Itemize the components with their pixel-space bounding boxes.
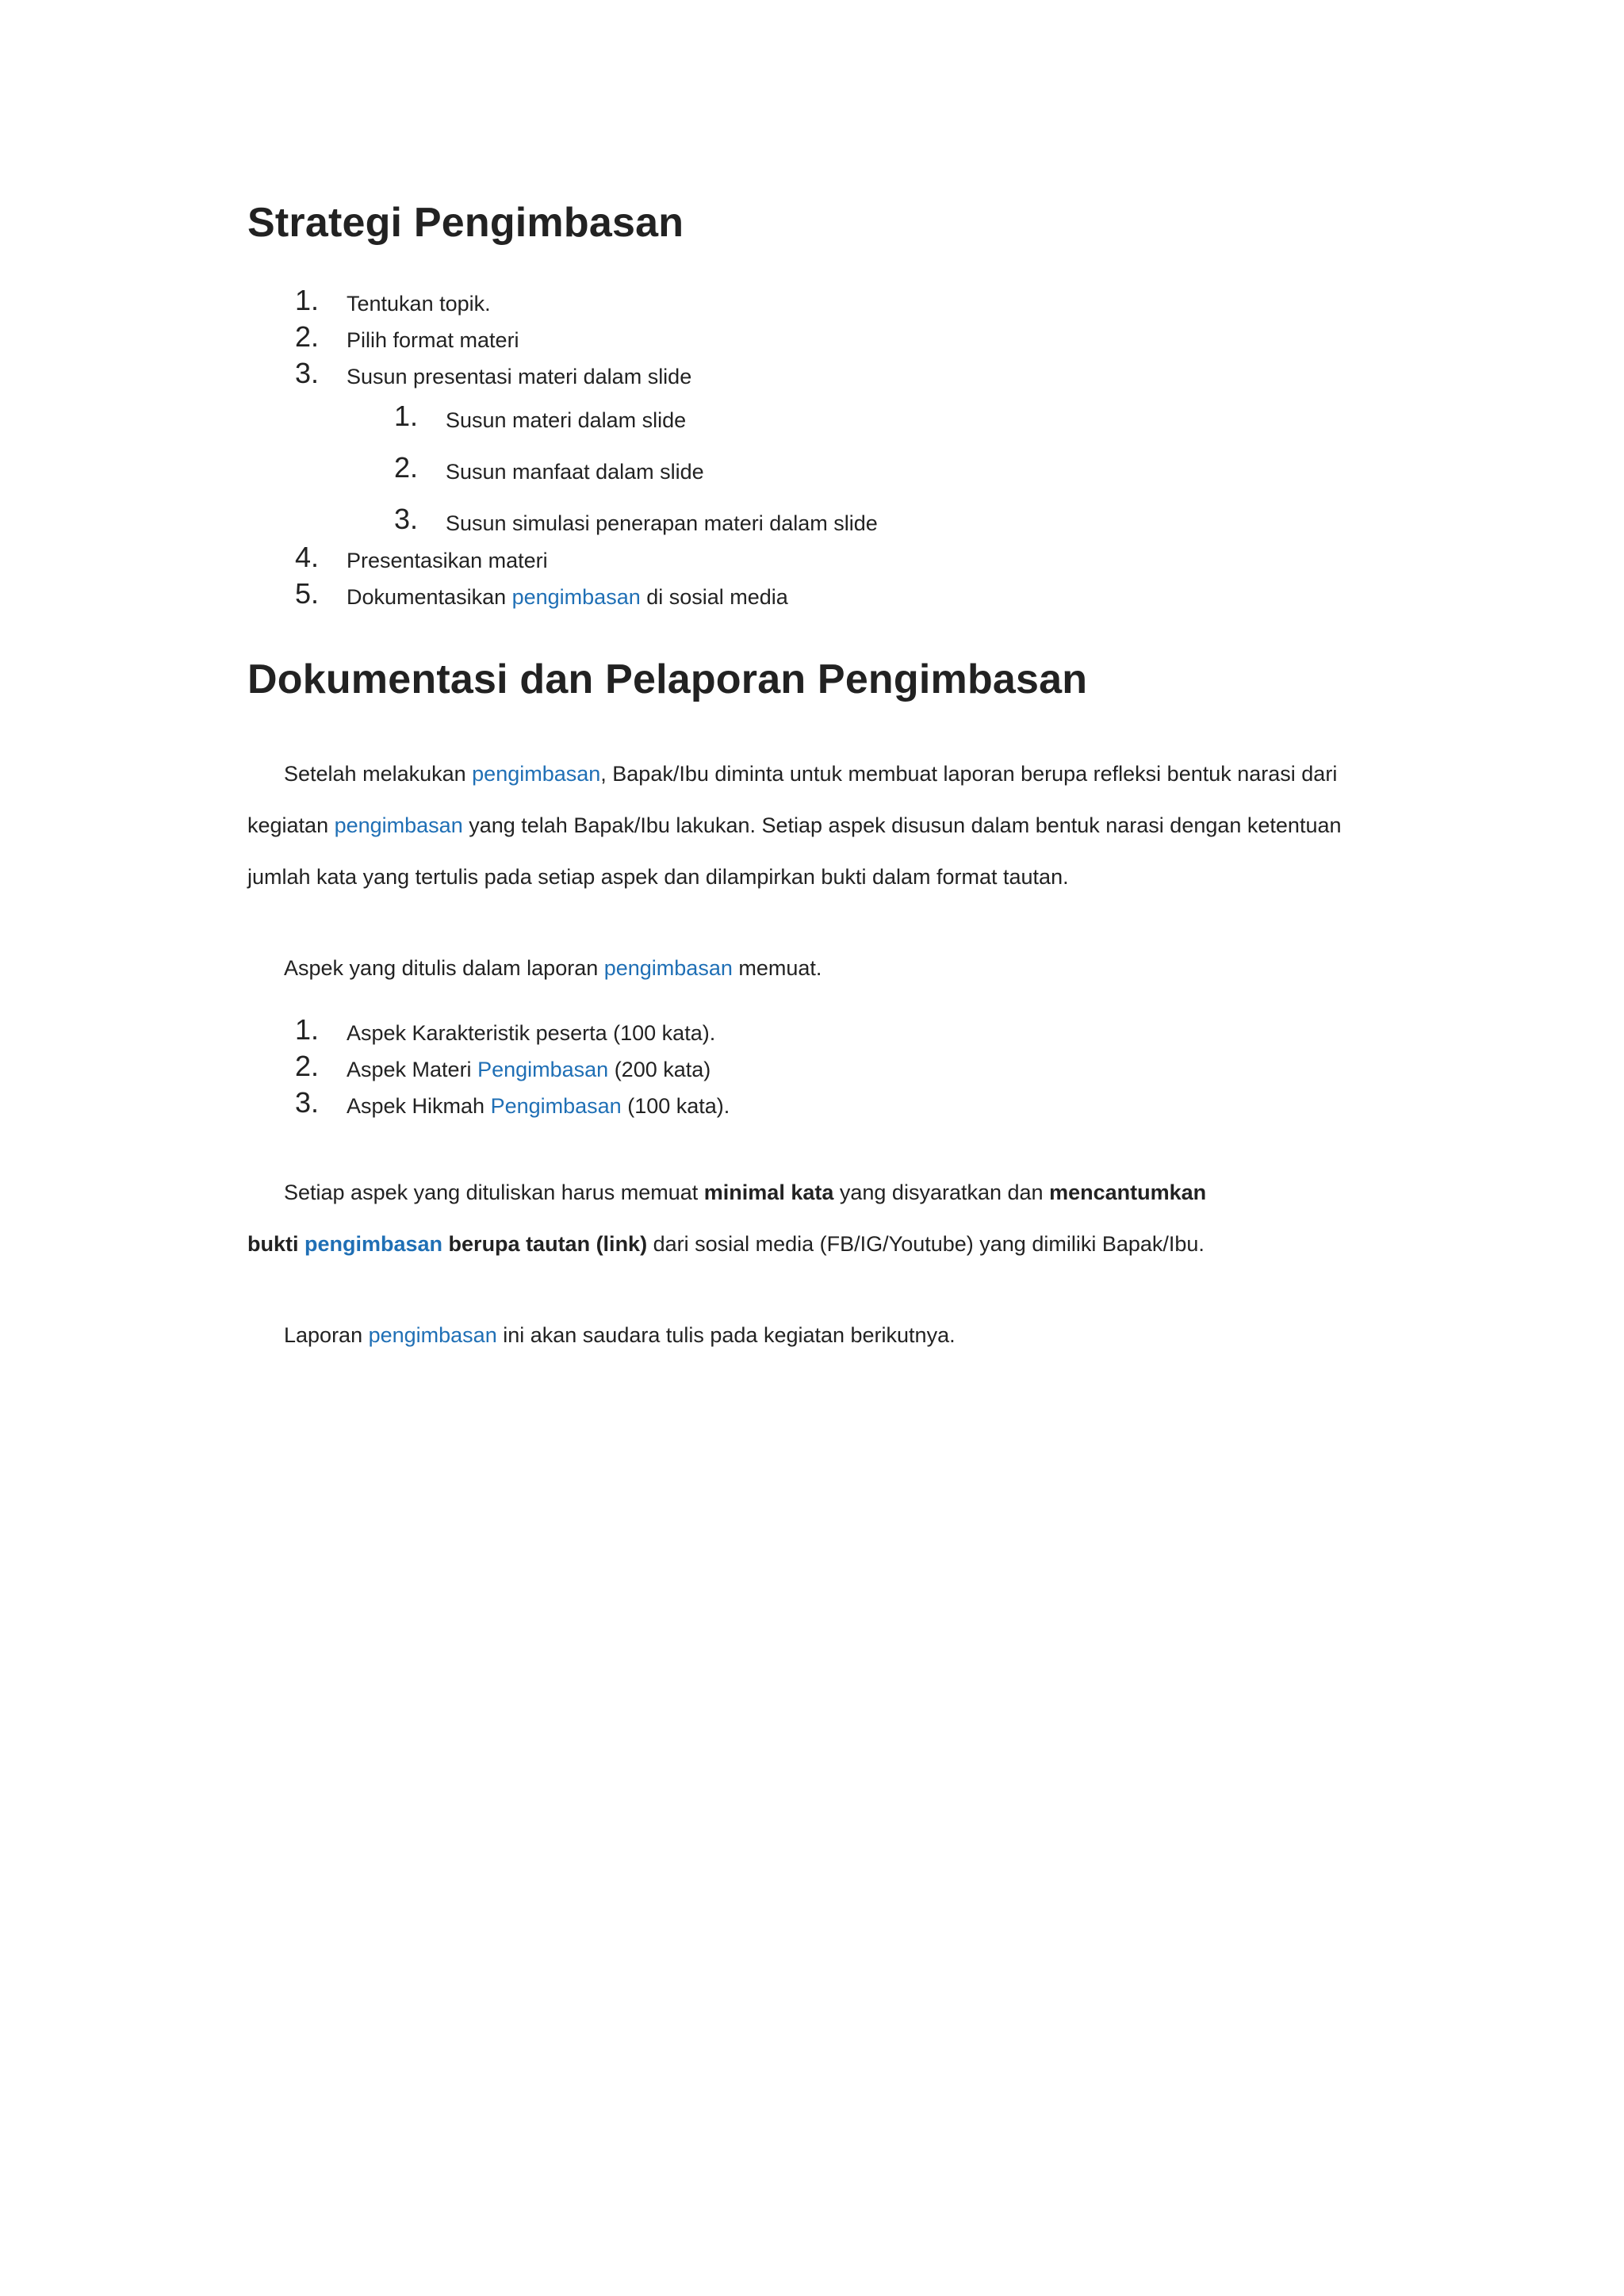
list-item bbox=[247, 285, 1389, 322]
list-number: 4. bbox=[295, 541, 320, 574]
list-number: 1. bbox=[295, 284, 320, 317]
list-item bbox=[247, 1012, 1389, 1051]
heading-dokumentasi-pelaporan: Dokumentasi dan Pelaporan Pengimbasan bbox=[247, 656, 1088, 703]
sub-list-number: 2. bbox=[394, 451, 419, 484]
pengimbasan-link[interactable]: pengimbasan bbox=[511, 585, 641, 610]
text-run: Dokumentasikan bbox=[347, 585, 512, 610]
text-run: (200 kata) bbox=[608, 1057, 711, 1081]
text-run: Setiap aspek yang dituliskan harus memuat bbox=[284, 1180, 704, 1204]
list-item bbox=[247, 1085, 1389, 1124]
paragraph-requirements bbox=[247, 1167, 1389, 1270]
paragraph-line bbox=[247, 748, 1389, 800]
paragraph-intro bbox=[247, 748, 1389, 903]
list-text bbox=[347, 1088, 730, 1124]
list-number: 5. bbox=[295, 577, 320, 610]
list-item bbox=[247, 579, 1389, 615]
list-text: Susun presentasi materi dalam slide bbox=[347, 365, 692, 389]
list-text bbox=[347, 1015, 715, 1051]
paragraph-line bbox=[247, 851, 1389, 903]
list-text bbox=[347, 579, 788, 615]
pengimbasan-link[interactable]: pengimbasan bbox=[304, 1231, 443, 1256]
list-item bbox=[247, 358, 1389, 395]
text-run: memuat. bbox=[732, 955, 822, 980]
text-run: Aspek Hikmah bbox=[347, 1093, 491, 1118]
list-number: 2. bbox=[295, 1049, 320, 1082]
bold-text: bukti bbox=[247, 1231, 304, 1256]
list-number: 3. bbox=[295, 357, 320, 390]
sub-list-text: Susun materi dalam slide bbox=[446, 408, 687, 433]
list-item bbox=[247, 1051, 1389, 1088]
text-run: yang telah Bapak/Ibu lakukan. Setiap aspek disusun dalam bentuk narasi dengan ketentuan bbox=[462, 813, 1342, 837]
list-text: Tentukan topik. bbox=[347, 292, 491, 316]
bold-text: mencantumkan bbox=[1049, 1180, 1207, 1204]
list-text: Presentasikan materi bbox=[347, 549, 548, 573]
strategy-list bbox=[247, 285, 1389, 615]
paragraph-line bbox=[247, 1219, 1389, 1270]
pengimbasan-link[interactable]: pengimbasan bbox=[334, 813, 463, 837]
bold-text: berupa tautan (link) bbox=[442, 1231, 648, 1256]
paragraph-line bbox=[247, 800, 1389, 851]
paragraph-closing bbox=[247, 1310, 1389, 1361]
list-text bbox=[347, 1051, 710, 1088]
sub-list-item bbox=[247, 395, 1389, 446]
text-run: kegiatan bbox=[247, 813, 335, 837]
pengimbasan-link[interactable]: pengimbasan bbox=[472, 761, 601, 786]
text-run: , Bapak/Ibu diminta untuk membuat laporan berupa refleksi bentuk narasi dari bbox=[600, 761, 1338, 786]
list-item bbox=[247, 322, 1389, 358]
text-run: Laporan bbox=[284, 1322, 369, 1347]
sub-list-number: 3. bbox=[394, 503, 419, 536]
text-run: Aspek Karakteristik peserta (100 kata). bbox=[347, 1020, 716, 1045]
text-run: Aspek yang ditulis dalam laporan bbox=[284, 955, 604, 980]
aspect-list bbox=[247, 1012, 1389, 1124]
list-text: Pilih format materi bbox=[347, 328, 519, 353]
bold-text: minimal kata bbox=[703, 1180, 834, 1204]
heading-strategi-pengimbasan: Strategi Pengimbasan bbox=[247, 200, 684, 246]
sub-list-item bbox=[247, 498, 1389, 542]
text-run: Setelah melakukan bbox=[284, 761, 473, 786]
text-run: Aspek Materi bbox=[347, 1057, 478, 1081]
pengimbasan-link[interactable]: Pengimbasan bbox=[477, 1057, 609, 1081]
pengimbasan-link[interactable]: pengimbasan bbox=[603, 955, 733, 980]
text-run: (100 kata). bbox=[621, 1093, 730, 1118]
list-number: 3. bbox=[295, 1085, 320, 1119]
pengimbasan-link[interactable]: Pengimbasan bbox=[490, 1093, 622, 1118]
text-run: yang disyaratkan dan bbox=[833, 1180, 1050, 1204]
list-number: 2. bbox=[295, 320, 320, 354]
text-run: jumlah kata yang tertulis pada setiap aspek dan dilampirkan bukti dalam format tautan. bbox=[247, 864, 1069, 889]
paragraph-line bbox=[247, 1167, 1389, 1219]
list-number: 1. bbox=[295, 1012, 320, 1046]
text-run: dari sosial media (FB/IG/Youtube) yang dimiliki Bapak/Ibu. bbox=[647, 1231, 1205, 1256]
sub-list-number: 1. bbox=[394, 400, 419, 433]
sub-list-text: Susun simulasi penerapan materi dalam slide bbox=[446, 511, 878, 536]
text-run: di sosial media bbox=[640, 585, 788, 610]
sub-list-text: Susun manfaat dalam slide bbox=[446, 460, 704, 484]
sub-list-item bbox=[247, 446, 1389, 498]
paragraph-aspek bbox=[247, 943, 1389, 994]
document-content bbox=[247, 198, 1389, 1361]
pengimbasan-link[interactable]: pengimbasan bbox=[368, 1322, 497, 1347]
list-item bbox=[247, 542, 1389, 579]
text-run: ini akan saudara tulis pada kegiatan berikutnya. bbox=[496, 1322, 956, 1347]
